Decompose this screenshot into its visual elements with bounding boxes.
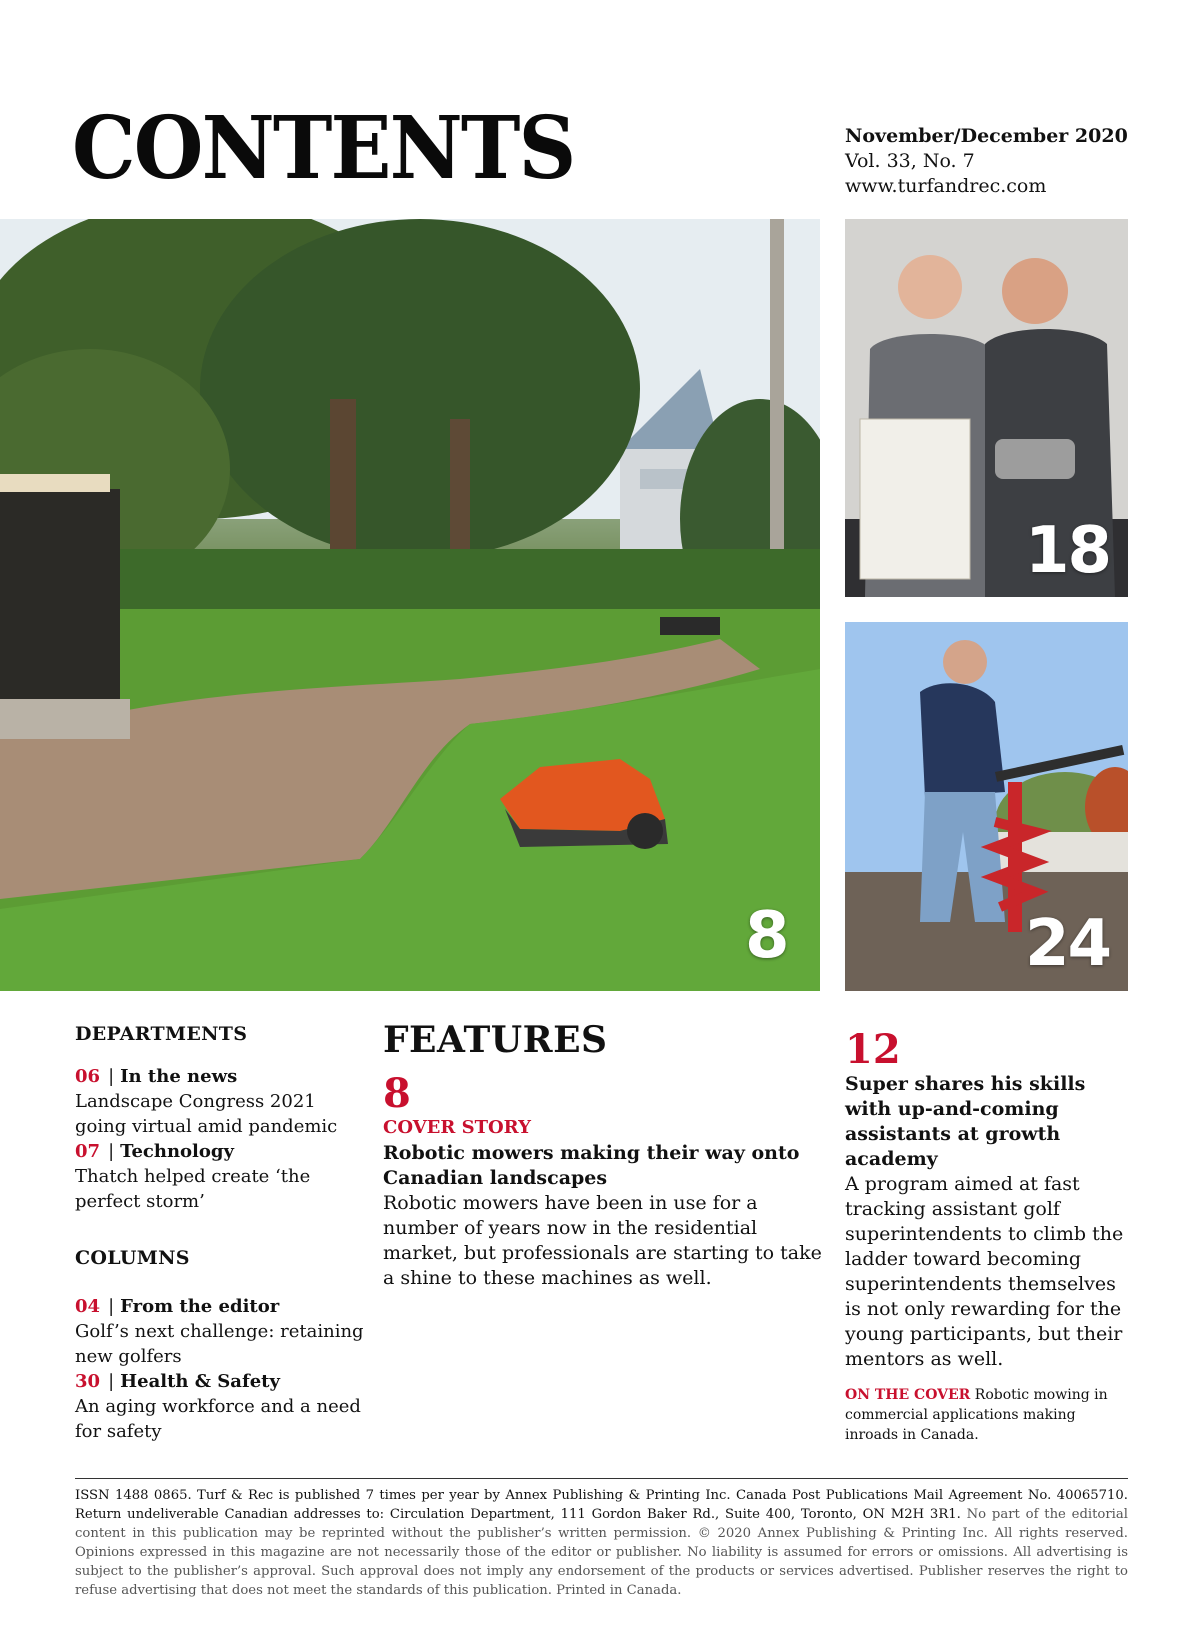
cover-story-label: COVER STORY (383, 1117, 531, 1138)
departments-column (75, 1022, 365, 1444)
story-12-title: Super shares his skills with up-and-coming assistants at growth academy (845, 1073, 1086, 1170)
on-the-cover-caption (845, 1385, 1130, 1445)
on-the-cover-text: Robotic mowing in commercial applications making inroads in Canada. (845, 1387, 1108, 1443)
cover-story-body: Robotic mowers have been in use for a number of years now in the residential market, but professionals are starting to take a shine to these machines as well. (383, 1192, 822, 1289)
footer-legal-text (75, 1486, 1128, 1600)
departments-heading: DEPARTMENTS (75, 1023, 248, 1045)
story-12-entry[interactable] (845, 1028, 1135, 1372)
column-entry-from-the-editor[interactable]: 04 | From the editor (75, 1296, 280, 1317)
entry-page: 07 (75, 1141, 101, 1162)
entry-section: From the editor (120, 1296, 280, 1317)
issue-date: November/December 2020 (845, 125, 1128, 147)
cover-photo-robotic-mower[interactable] (0, 219, 820, 991)
entry-section: In the news (120, 1066, 238, 1087)
footer-disclaimer: No part of the editorial content in this publication may be reprinted without the publisher’s written permission. © 2020 Annex Publishing & Printing Inc. All rights reserved. Opinions expressed in this magazine are not necessarily those of the editor or publisher. No liability is assumed for errors or omissions. All advertising is subject to the publisher’s approval. Such approval does not imply any endorsement of the products or services advertised. Publisher reserves the right to refuse advertising that does not meet the standards of this publication. Printed in Canada. (75, 1507, 1128, 1598)
entry-page: 06 (75, 1066, 101, 1087)
entry-section: Technology (120, 1141, 234, 1162)
story-12-page: 12 (845, 1026, 901, 1073)
entry-page: 04 (75, 1296, 101, 1317)
features-heading: FEATURES (383, 1019, 608, 1061)
features-column (383, 1020, 823, 1291)
footer-publication-info: ISSN 1488 0865. Turf & Rec is published 7 times per year by Annex Publishing & Printing Inc. Canada Post Publications Mail Agreement No. 40065710. Return undeliverable Canadian addresses to: Circulation Department, 111 Gordon Baker Rd., Suite 400, Toronto, ON M2H 3R1. (75, 1488, 1128, 1522)
entry-section: Health & Safety (120, 1371, 280, 1392)
page-number-8: 8 (745, 899, 788, 973)
page-title: CONTENTS (72, 98, 575, 199)
entry-description: An aging workforce and a need for safety (75, 1396, 361, 1442)
issue-volume: Vol. 33, No. 7 (845, 150, 975, 172)
cover-story-entry[interactable] (383, 1072, 823, 1291)
entry-description: Thatch helped create ‘the perfect storm’ (75, 1166, 311, 1212)
dept-entry-technology[interactable]: 07 | Technology (75, 1141, 234, 1162)
page-number-18: 18 (1025, 514, 1111, 588)
cover-story-page: 8 (383, 1070, 411, 1117)
feature-photo-24[interactable] (845, 622, 1128, 991)
entry-description: Golf’s next challenge: retaining new golfers (75, 1321, 364, 1367)
cover-photo-illustration (0, 219, 820, 991)
on-the-cover-label: ON THE COVER (845, 1387, 971, 1403)
story-12-body: A program aimed at fast tracking assistant golf superintendents to climb the ladder toward becoming superintendents themselves is not only rewarding for the young participants, but their mentors as well. (845, 1173, 1124, 1370)
website-link[interactable]: www.turfandrec.com (845, 175, 1047, 197)
cover-story-title: Robotic mowers making their way onto Canadian landscapes (383, 1142, 800, 1189)
entry-description: Landscape Congress 2021 going virtual amid pandemic (75, 1091, 338, 1137)
footer-divider (75, 1478, 1128, 1479)
feature-photo-18[interactable] (845, 219, 1128, 597)
dept-entry-in-the-news[interactable]: 06 | In the news (75, 1066, 238, 1087)
entry-page: 30 (75, 1371, 101, 1392)
column-entry-health-safety[interactable]: 30 | Health & Safety (75, 1371, 280, 1392)
issue-info (845, 124, 1128, 199)
columns-heading: COLUMNS (75, 1247, 190, 1269)
page-number-24: 24 (1025, 907, 1111, 981)
